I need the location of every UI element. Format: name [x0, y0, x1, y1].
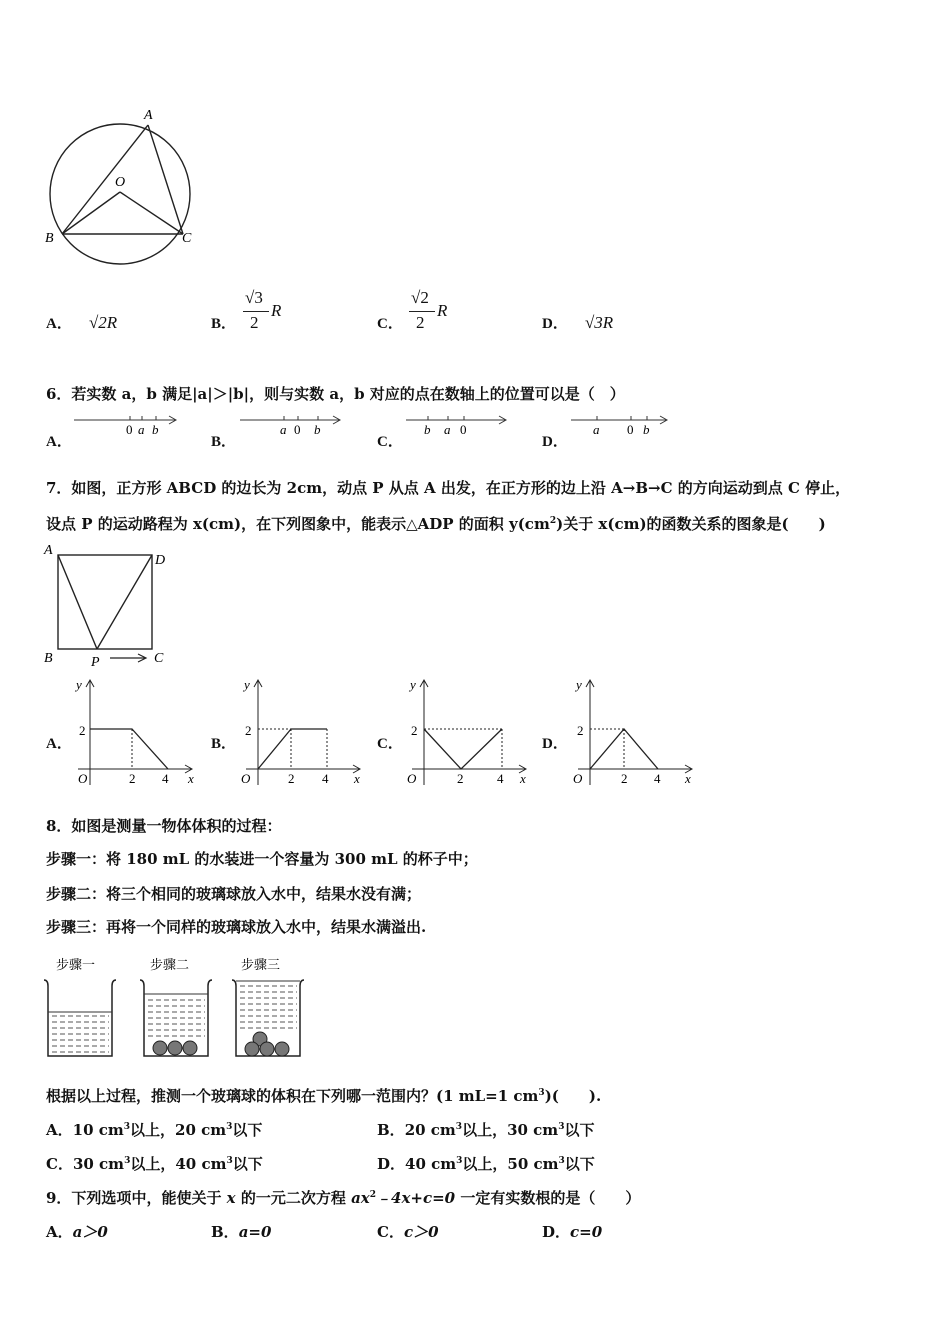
fraction-numerator: √2	[411, 288, 429, 307]
svg-text:2: 2	[411, 723, 418, 738]
square-figure	[40, 540, 180, 670]
tick-label: 0	[126, 422, 133, 437]
q9-option-a[interactable]: A．a＞0	[46, 1223, 108, 1241]
tick-label: a	[280, 422, 287, 437]
q6-option-c-label[interactable]: C．	[377, 434, 403, 450]
svg-text:2: 2	[288, 771, 295, 786]
q9-option-c[interactable]: C．c＞0	[377, 1223, 439, 1241]
q7-stem-line1: 7．如图，正方形 ABCD 的边长为 2cm，动点 P 从点 A 出发，在正方形的边上沿 A→B→C 的方向运动到点 C 停止，	[46, 479, 851, 497]
tick-label: b	[643, 422, 650, 437]
point-D-label: D	[155, 553, 166, 568]
cups-figure	[40, 950, 310, 1065]
svg-text:x: x	[188, 771, 194, 786]
svg-text:2: 2	[457, 771, 464, 786]
svg-text:O: O	[241, 771, 251, 786]
q7-option-d-label[interactable]: D．	[542, 736, 568, 752]
point-A-label: A	[44, 543, 53, 558]
point-C-label: C	[182, 231, 192, 246]
fraction-var: R	[437, 301, 448, 320]
point-A-label: A	[144, 108, 153, 123]
q9-option-b[interactable]: B．a=0	[211, 1223, 272, 1241]
cup-label-2: 步骤二	[150, 957, 190, 972]
option-label: C．	[377, 316, 403, 332]
fraction-bar	[243, 311, 269, 312]
number-line-b[interactable]	[238, 410, 348, 440]
fraction-denominator: 2	[250, 313, 259, 332]
circle-figure	[40, 100, 210, 275]
q8-step1: 步骤一：将 180 mL 的水装进一个容量为 300 mL 的杯子中；	[46, 850, 478, 868]
svg-text:2: 2	[245, 723, 252, 738]
fraction-bar	[409, 311, 435, 312]
graph-a[interactable]	[70, 675, 210, 795]
tick-label: 0	[627, 422, 634, 437]
q5-option-a[interactable]	[46, 312, 117, 333]
svg-text:y: y	[410, 677, 416, 692]
tick-label: b	[424, 422, 431, 437]
svg-text:O: O	[78, 771, 88, 786]
q9-option-d[interactable]: D．c=0	[542, 1223, 603, 1241]
q8-step3: 步骤三：再将一个同样的玻璃球放入水中，结果水满溢出.	[46, 918, 427, 936]
number-line-a[interactable]	[72, 410, 182, 440]
number-line-d[interactable]	[569, 410, 679, 440]
tick-label: a	[593, 422, 600, 437]
svg-text:4: 4	[654, 771, 661, 786]
svg-text:y: y	[244, 677, 250, 692]
svg-text:x: x	[520, 771, 526, 786]
fraction-numerator: √3	[245, 288, 263, 307]
q8-option-c[interactable]: C．30 $cm^3$以上，40 $cm^3$以下	[46, 1155, 263, 1173]
tick-label: 0	[460, 422, 467, 437]
q7-stem-line2: 设点 P 的运动路程为 x(cm)，在下列图象中，能表示△ADP 的面积 $y(cm^2)$关于 x(cm)的函数关系的图象是( )	[46, 515, 826, 533]
q7-option-a-label[interactable]: A．	[46, 736, 72, 752]
q6-option-a-label[interactable]: A．	[46, 434, 72, 450]
option-label: A．	[46, 316, 72, 332]
q8-step2: 步骤二：将三个相同的玻璃球放入水中，结果水没有满；	[46, 885, 422, 903]
graph-d[interactable]	[570, 675, 710, 795]
q9-stem: 9．下列选项中，能使关于 x 的一元二次方程 $ax^2﹣4x+c=0$ 一定有实数根的是（ ）	[46, 1189, 641, 1207]
graph-b[interactable]	[238, 675, 378, 795]
q7-option-c-label[interactable]: C．	[377, 736, 403, 752]
tick-label: b	[152, 422, 159, 437]
option-expr: √2R	[88, 313, 118, 332]
point-P-label: P	[91, 655, 100, 670]
point-O-label: O	[115, 175, 126, 190]
tick-label: 0	[294, 422, 301, 437]
tick-label: b	[314, 422, 321, 437]
q6-option-d-label[interactable]: D．	[542, 434, 568, 450]
q6-stem: 6．若实数 a，b 满足|a|＞|b|，则与实数 a，b 对应的点在数轴上的位置可以是（ ）	[46, 385, 625, 403]
option-label: D．	[542, 316, 568, 332]
svg-text:4: 4	[322, 771, 329, 786]
tick-label: a	[444, 422, 451, 437]
q5-option-d[interactable]	[542, 312, 613, 333]
svg-text:4: 4	[162, 771, 169, 786]
svg-text:4: 4	[497, 771, 504, 786]
svg-text:y: y	[76, 677, 82, 692]
option-expr: √3R	[584, 313, 614, 332]
svg-text:2: 2	[577, 723, 584, 738]
q8-option-b[interactable]: B．20 $cm^3$以上，30 $cm^3$以下	[377, 1121, 595, 1139]
graph-c[interactable]	[404, 675, 544, 795]
svg-text:2: 2	[129, 771, 136, 786]
point-B-label: B	[44, 651, 53, 666]
tick-label: a	[138, 422, 145, 437]
svg-text:y: y	[576, 677, 582, 692]
svg-text:x: x	[354, 771, 360, 786]
point-C-label: C	[154, 651, 164, 666]
point-B-label: B	[45, 231, 54, 246]
q8-option-d[interactable]: D．40 $cm^3$以上，50 $cm^3$以下	[377, 1155, 595, 1173]
svg-text:2: 2	[79, 723, 86, 738]
svg-text:2: 2	[621, 771, 628, 786]
number-line-c[interactable]	[404, 410, 514, 440]
q6-option-b-label[interactable]: B．	[211, 434, 237, 450]
q8-question: 根据以上过程，推测一个玻璃球的体积在下列哪一范围内？(1 mL=1 $cm^3$)( ).	[46, 1087, 602, 1105]
svg-text:O: O	[407, 771, 417, 786]
cup-label-3: 步骤三	[241, 957, 281, 972]
q7-option-b-label[interactable]: B．	[211, 736, 237, 752]
q8-option-a[interactable]: A．10 $cm^3$以上，20 $cm^3$以下	[46, 1121, 263, 1139]
svg-text:x: x	[685, 771, 691, 786]
cup-label-1: 步骤一	[56, 957, 96, 972]
option-label: B．	[211, 316, 237, 332]
fraction-denominator: 2	[416, 313, 425, 332]
q8-stem: 8．如图是测量一物体体积的过程：	[46, 817, 282, 835]
fraction-var: R	[271, 301, 282, 320]
svg-text:O: O	[573, 771, 583, 786]
